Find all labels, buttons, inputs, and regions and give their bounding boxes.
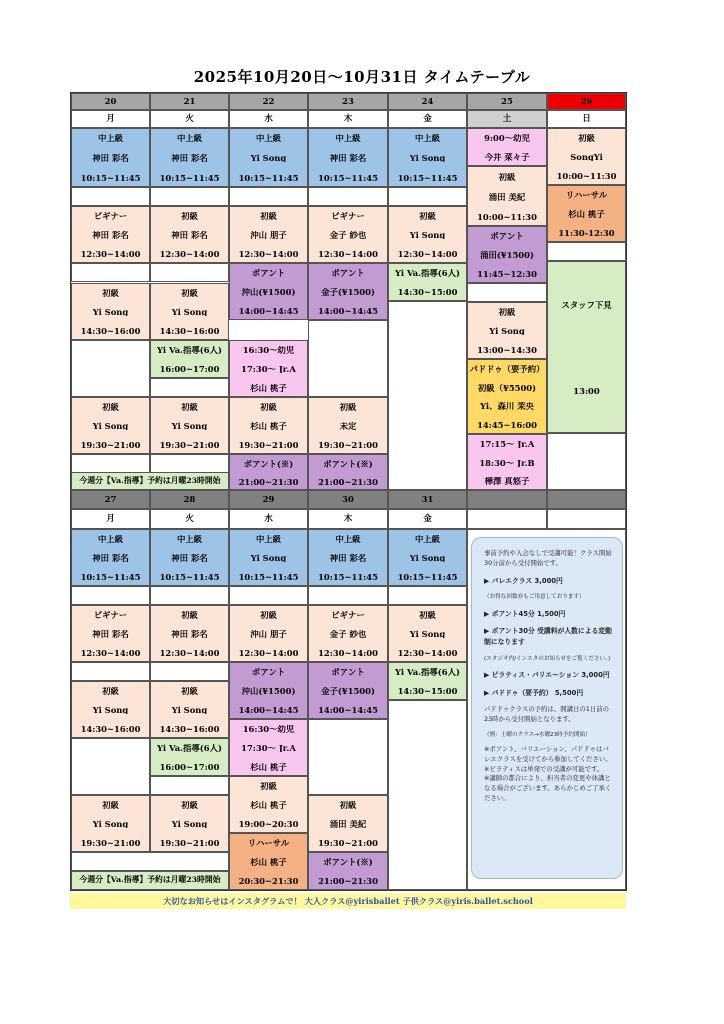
class-line: 19:30~21:00 <box>159 441 220 450</box>
class-line: 涌田 美紀 <box>488 192 526 201</box>
class-line: ビギナー <box>331 212 365 221</box>
class-line: Yi Song <box>171 820 208 829</box>
class-line: 16:30～幼児 <box>242 725 295 734</box>
class-line: Yi Song <box>171 706 208 715</box>
date-header: 20 <box>71 93 150 110</box>
info-note-2: ※ピラティスは単発での受講が可能です。 <box>484 764 604 773</box>
class-line: 涌田 美紀 <box>329 820 367 829</box>
class-line: Yi Song <box>92 308 129 317</box>
weekday-header: 月 <box>71 110 150 128</box>
class-line: 中上級 <box>335 134 361 143</box>
class-line: Yi Song <box>489 327 525 336</box>
class-line: ビギナー <box>93 212 128 221</box>
va-booking-note: 今週分【Va.指導】予約は月曜23時開始 <box>71 472 229 490</box>
weekday-header: 木 <box>308 110 388 128</box>
class-line: 初級 <box>181 289 198 298</box>
class-line: 涌田(¥1500) <box>480 251 534 260</box>
class-line: 初級 <box>260 212 277 221</box>
class-line: Yi Song <box>250 154 287 163</box>
class-line: 13:00~14:30 <box>477 346 537 355</box>
weekday-header: 土 <box>467 110 547 128</box>
weekday-header: 日 <box>547 110 626 128</box>
class-line: 10:00~11:30 <box>477 212 537 221</box>
info-panel <box>471 537 623 879</box>
class-line: Yi Song <box>409 554 446 563</box>
class-line: 神田 彩名 <box>92 154 129 163</box>
weekday-header: 木 <box>308 509 388 529</box>
class-line: 12:30~14:00 <box>397 649 458 658</box>
class-line: 神田 彩名 <box>329 154 367 163</box>
class-line: 初級 <box>260 611 277 620</box>
class-line: 11:30-12:30 <box>558 229 615 238</box>
weekday-header: 金 <box>388 509 467 529</box>
class-line: SongYi <box>570 153 603 162</box>
class-line: 初級 <box>498 172 516 181</box>
class-line: Yi Va.指導(6人) <box>157 346 222 355</box>
weekday-header: 水 <box>229 110 308 128</box>
class-line: スタッフ下見 <box>561 300 612 309</box>
class-line: 中上級 <box>97 535 124 544</box>
class-line: 19:30~21:00 <box>238 441 299 450</box>
class-line: 初級 <box>181 611 198 620</box>
weekday-header: 金 <box>388 110 467 128</box>
weekday-header: 水 <box>229 509 308 529</box>
weekday-header: 火 <box>150 110 229 128</box>
class-line: 21:00~21:30 <box>318 877 378 886</box>
class-line: 中上級 <box>97 134 124 143</box>
class-line: 杉山 桃子 <box>250 801 287 810</box>
class-line: 神田 彩名 <box>92 630 129 639</box>
class-line: 19:00~20:30 <box>238 820 299 829</box>
class-line: 21:00~21:30 <box>318 477 378 486</box>
class-line: 中上級 <box>414 535 441 544</box>
class-line: ポアント <box>490 232 524 241</box>
class-line: 神田 彩名 <box>329 554 367 563</box>
date-header: 30 <box>308 490 388 509</box>
class-line: 12:30~14:00 <box>80 649 141 658</box>
date-header: 29 <box>229 490 308 509</box>
class-line: 14:00~14:45 <box>238 307 299 316</box>
class-line: 神田 彩名 <box>92 554 129 563</box>
class-line: 初級 <box>260 782 277 791</box>
class-line: 中上級 <box>255 535 282 544</box>
class-line: 初級 <box>181 687 198 696</box>
class-line: 初級 <box>419 611 436 620</box>
info-pilates-price: ▶ ピラティス・バリエーション 3,000円 <box>484 670 610 679</box>
class-line: Yi、森川 茉央 <box>480 402 534 411</box>
class-line: 金子(¥1500) <box>321 687 375 696</box>
class-line: 杉山 桃子 <box>250 422 287 431</box>
class-line: 14:00~14:45 <box>318 307 378 316</box>
weekday-header: 月 <box>71 509 150 529</box>
class-line: 初級 <box>102 403 119 412</box>
class-line: ポアント <box>331 269 365 278</box>
class-line: Yi Song <box>171 422 208 431</box>
class-line: ポアント(※) <box>243 459 294 468</box>
class-line: 初級 <box>578 134 595 143</box>
class-line: Yi Song <box>250 554 287 563</box>
class-line: 13:00 <box>573 386 600 395</box>
class-line: 21:00~21:30 <box>238 477 299 486</box>
class-line: 初級 <box>260 403 277 412</box>
class-line: 12:30~14:00 <box>159 649 220 658</box>
footer-banner: 大切なお知らせはインスタグラムで！ 大人クラス@yirisballet 子供クラス@yiris.ballet.school <box>70 893 626 909</box>
date-header: 27 <box>71 490 150 509</box>
date-header: 28 <box>150 490 229 509</box>
info-ballet-note: （お得な回数券もご用意しております） <box>484 594 585 601</box>
class-line: 10:00~11:30 <box>556 172 617 181</box>
date-header: 26 <box>547 93 626 110</box>
class-line: 14:00~14:45 <box>318 706 378 715</box>
date-header: 22 <box>229 93 308 110</box>
class-line: 12:30~14:00 <box>318 250 378 259</box>
info-pointe-price: ▶ ポアント45分 1,500円 <box>484 609 566 618</box>
class-line: 12:30~14:00 <box>238 649 299 658</box>
class-line: 沖山 朋子 <box>250 231 287 240</box>
class-line: 20:30~21:30 <box>238 877 299 886</box>
class-line: ビギナー <box>331 611 365 620</box>
class-line: ビギナー <box>93 611 128 620</box>
class-line: 初級 <box>181 212 198 221</box>
class-line: 杉山 桃子 <box>250 858 287 867</box>
class-line: 10:15~11:45 <box>397 573 458 582</box>
class-line: 未定 <box>339 422 357 431</box>
class-line: 12:30~14:00 <box>80 250 141 259</box>
class-line: 12:30~14:00 <box>238 250 299 259</box>
class-line: Yi Song <box>409 231 446 240</box>
class-line: Yi Song <box>92 820 129 829</box>
class-line: 初級 <box>419 212 436 221</box>
class-line: 初級 <box>102 289 119 298</box>
class-line: Yi Song <box>92 706 129 715</box>
class-line: 初級 <box>498 308 516 317</box>
class-line: Yi Song <box>409 630 446 639</box>
class-line: 神田 彩名 <box>171 630 208 639</box>
date-header: 25 <box>467 93 547 110</box>
class-line: 中上級 <box>176 535 203 544</box>
info-pointe30-note: (スタジオ内/インスタのお知らせをご覧ください。) <box>484 655 611 662</box>
class-line: 16:00~17:00 <box>159 763 220 772</box>
class-line: 神田 彩名 <box>171 231 208 240</box>
class-line: 14:45~16:00 <box>477 421 537 430</box>
class-line: 10:15~11:45 <box>80 173 141 183</box>
class-line: 10:15~11:45 <box>238 173 299 183</box>
info-note-1: ※ポアント、バリエーション、パドドゥはバレエクラスを受けてから参加してください。 <box>484 744 612 763</box>
class-line: 初級 <box>339 403 357 412</box>
class-line: 金子(¥1500) <box>321 288 375 297</box>
class-line: 今井 菜々子 <box>484 153 530 162</box>
class-line: 10:15~11:45 <box>159 573 220 582</box>
date-header: 21 <box>150 93 229 110</box>
class-line: 19:30~21:00 <box>80 441 141 450</box>
class-line: Yi Va.指導(6人) <box>157 744 222 753</box>
class-line: 17:15～ Jr.A <box>479 439 535 449</box>
info-pointe30-price: ▶ ポアント30分 受講料が人数による変動制になります <box>484 627 612 647</box>
class-line: 金子 紗也 <box>329 231 367 240</box>
class-line: 沖山(¥1500) <box>241 288 296 297</box>
class-line: リハーサル <box>565 191 608 200</box>
class-line: ポアント <box>331 668 365 677</box>
class-line: 11:45~12:30 <box>477 270 537 279</box>
class-line: ポアント(※) <box>323 858 373 867</box>
class-line: リハーサル <box>247 839 290 848</box>
class-line: Yi Song <box>171 308 208 317</box>
info-pdd-note: パドドゥクラスの予約は、開講日の1日前の23時から受付開始となります。 <box>484 705 610 724</box>
date-header: 31 <box>388 490 467 509</box>
class-line: 19:30~21:00 <box>318 839 378 848</box>
class-line: 初級 <box>102 687 119 696</box>
class-line: Yi Va.指導(6人) <box>395 668 460 677</box>
class-line: 初級（¥5500) <box>477 383 537 393</box>
class-line: 14:30~15:00 <box>397 288 458 297</box>
info-note-3: ※講師の都合により、担当者の変更や休講となる場合がございます。あらかじめご了承ください。 <box>484 774 612 803</box>
class-line: 19:30~21:00 <box>318 441 378 450</box>
class-line: 10:15~11:45 <box>318 173 378 183</box>
class-line: 杉山 桃子 <box>250 763 287 772</box>
class-line: Yi Song <box>92 422 129 431</box>
class-line: 初級 <box>181 403 198 412</box>
class-line: 杉山 桃子 <box>568 210 605 219</box>
class-line: 沖山(¥1500) <box>241 687 296 696</box>
class-line: 18:30～ Jr.B <box>479 458 535 467</box>
date-header: 24 <box>388 93 467 110</box>
class-line: ポアント(※) <box>323 459 373 468</box>
info-pdd-price: ▶ パドドゥ（要予約） 5,500円 <box>484 688 584 697</box>
class-line: 10:15~11:45 <box>80 573 141 582</box>
class-line: 17:30～ Jr.A <box>241 365 296 374</box>
class-line: 中上級 <box>255 134 282 143</box>
class-line: 19:30~21:00 <box>159 839 220 848</box>
class-line: 10:15~11:45 <box>318 573 378 582</box>
class-line: 樺澤 真悠子 <box>484 477 530 486</box>
class-line: 14:30~15:00 <box>397 687 458 696</box>
class-line: 14:30~16:00 <box>159 725 220 734</box>
class-line: 14:30~16:00 <box>80 327 141 336</box>
va-booking-note: 今週分【Va.指導】予約は月曜23時開始 <box>71 871 229 890</box>
weekday-header: 火 <box>150 509 229 529</box>
class-line: 初級 <box>181 801 198 810</box>
class-line: Yi Va.指導(6人) <box>395 269 460 278</box>
class-line: 10:15~11:45 <box>397 173 458 183</box>
class-line: 神田 彩名 <box>92 231 129 240</box>
class-line: 神田 彩名 <box>171 154 208 163</box>
class-line: パドドゥ（要予約） <box>469 364 545 374</box>
class-line: 金子 紗也 <box>329 630 367 639</box>
class-line: Yi Song <box>409 154 446 163</box>
class-line: 沖山 朋子 <box>250 630 287 639</box>
class-line: 14:00~14:45 <box>238 706 299 715</box>
class-line: 中上級 <box>414 134 441 143</box>
info-ballet-price: ▶ バレエクラス 3,000円 <box>484 576 563 585</box>
class-line: 初級 <box>102 801 119 810</box>
class-line: 12:30~14:00 <box>318 649 378 658</box>
class-line: 12:30~14:00 <box>159 250 220 259</box>
class-line: ポアント <box>251 668 286 677</box>
class-line: 10:15~11:45 <box>159 173 220 183</box>
class-line: 神田 彩名 <box>171 554 208 563</box>
class-line: 中上級 <box>335 535 361 544</box>
class-line: 17:30～ Jr.A <box>241 744 296 753</box>
class-line: 杉山 桃子 <box>250 384 287 393</box>
class-line: 中上級 <box>176 134 203 143</box>
info-intro: 事前予約や入会なしで受講可能！クラス開始30分前から受付開始です。 <box>484 549 612 567</box>
page-title: 2025年10月20日～10月31日 タイムテーブル <box>193 68 531 86</box>
class-line: 12:30~14:00 <box>397 250 458 259</box>
class-line: 19:30~21:00 <box>80 839 141 848</box>
class-line: 14:30~16:00 <box>80 725 141 734</box>
class-line: ポアント <box>251 269 286 278</box>
class-line: 10:15~11:45 <box>238 573 299 582</box>
class-line: 初級 <box>339 801 357 810</box>
info-pdd-example: （例：土曜のクラス→水曜23時予約開始） <box>484 731 591 738</box>
class-line: 9:00～幼児 <box>484 134 530 143</box>
class-line: 16:30～幼児 <box>242 346 295 355</box>
date-header: 23 <box>308 93 388 110</box>
class-line: 16:00~17:00 <box>159 365 220 374</box>
class-line: 14:30~16:00 <box>159 327 220 336</box>
